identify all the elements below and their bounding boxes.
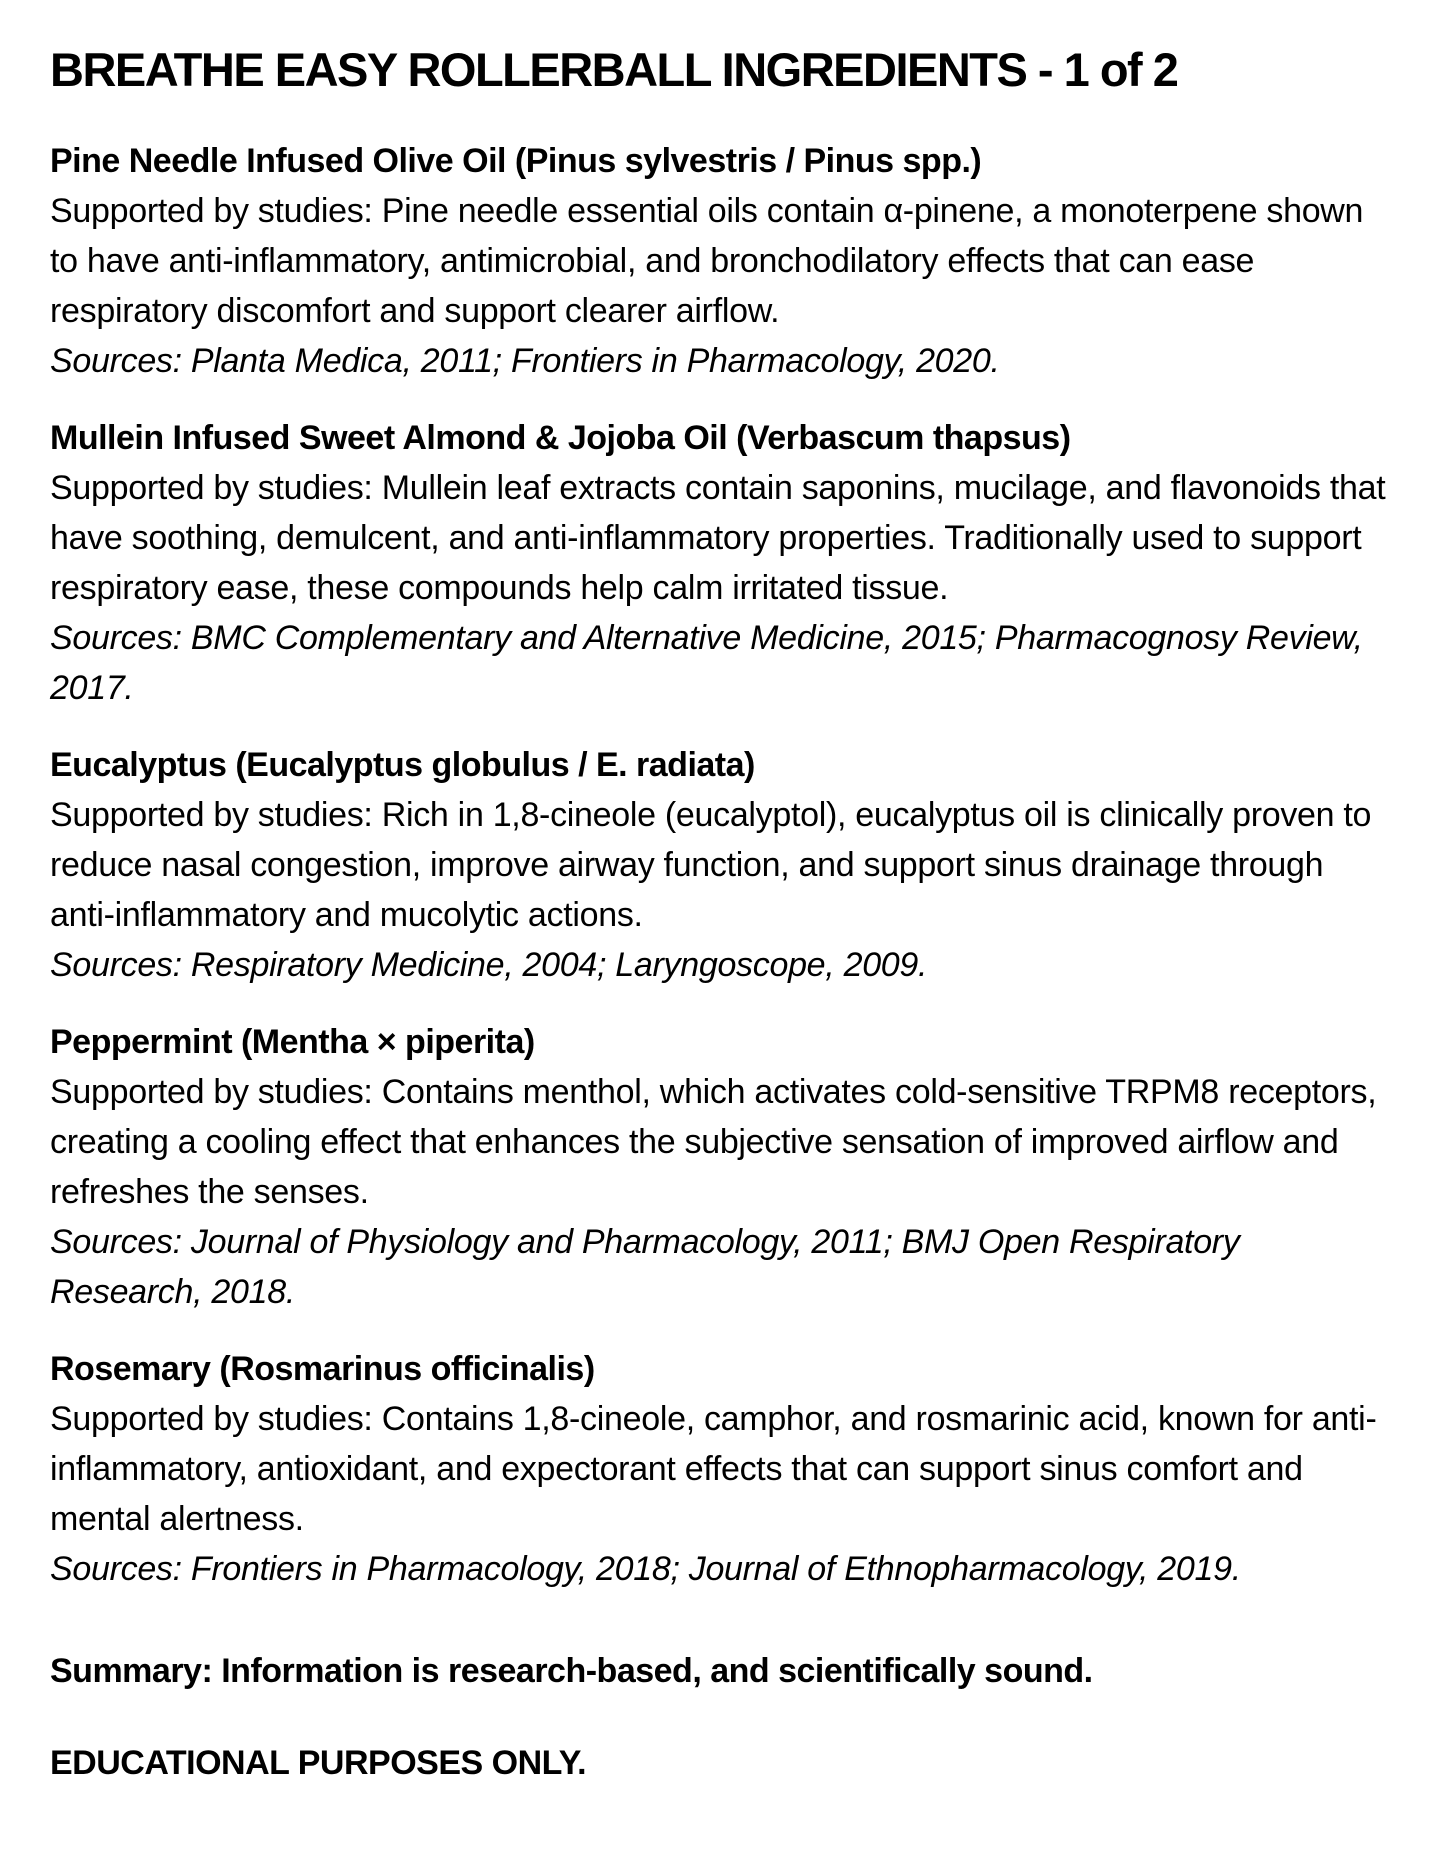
footer-text: EDUCATIONAL PURPOSES ONLY. <box>50 1743 587 1782</box>
section-heading: Mullein Infused Sweet Almond & Jojoba Oil (Verbascum thapsus) <box>50 418 1071 457</box>
section-body: Supported by studies: Rich in 1,8-cineole (eucalyptol), eucalyptus oil is clinically proven to reduce nasal congestion, improve airway function, and support sinus drainage through anti-inflammatory and mucolytic actions. <box>50 795 1372 934</box>
section-heading: Pine Needle Infused Olive Oil (Pinus sylvestris / Pinus spp.) <box>50 141 982 180</box>
ingredient-section-eucalyptus <box>50 740 1395 990</box>
summary-text: Summary: Information is research-based, and scientifically sound. <box>50 1651 1093 1690</box>
section-heading: Eucalyptus (Eucalyptus globulus / E. radiata) <box>50 745 755 784</box>
section-sources: Sources: BMC Complementary and Alternative Medicine, 2015; Pharmacognosy Review, 2017. <box>50 618 1363 707</box>
ingredient-section-pine-needle <box>50 136 1395 386</box>
section-heading: Peppermint (Mentha × piperita) <box>50 1022 535 1061</box>
ingredient-section-peppermint <box>50 1017 1395 1317</box>
section-body: Supported by studies: Contains 1,8-cineole, camphor, and rosmarinic acid, known for anti-inflammatory, antioxidant, and expectorant effects that can support sinus comfort and mental alertness. <box>50 1399 1377 1538</box>
section-heading: Rosemary (Rosmarinus officinalis) <box>50 1349 595 1388</box>
section-body: Supported by studies: Pine needle essential oils contain α-pinene, a monoterpene shown to have anti-inflammatory, antimicrobial, and bronchodilatory effects that can ease respiratory discomfort and support clearer airflow. <box>50 191 1364 330</box>
section-sources: Sources: Journal of Physiology and Pharmacology, 2011; BMJ Open Respiratory Research, 2018. <box>50 1222 1240 1311</box>
ingredient-section-mullein <box>50 413 1395 713</box>
section-sources: Sources: Respiratory Medicine, 2004; Laryngoscope, 2009. <box>50 945 928 984</box>
section-body: Supported by studies: Contains menthol, which activates cold-sensitive TRPM8 receptors, creating a cooling effect that enhances the subjective sensation of improved airflow and refreshes the senses. <box>50 1072 1377 1211</box>
section-body: Supported by studies: Mullein leaf extracts contain saponins, mucilage, and flavonoids that have soothing, demulcent, and anti-inflammatory properties. Traditionally used to support respiratory ease, these compounds help calm irritated tissue. <box>50 468 1386 607</box>
page-title: BREATHE EASY ROLLERBALL INGREDIENTS - 1 of 2 <box>50 43 1178 96</box>
section-sources: Sources: Frontiers in Pharmacology, 2018; Journal of Ethnopharmacology, 2019. <box>50 1549 1241 1588</box>
section-sources: Sources: Planta Medica, 2011; Frontiers in Pharmacology, 2020. <box>50 341 1000 380</box>
ingredient-section-rosemary <box>50 1344 1395 1594</box>
